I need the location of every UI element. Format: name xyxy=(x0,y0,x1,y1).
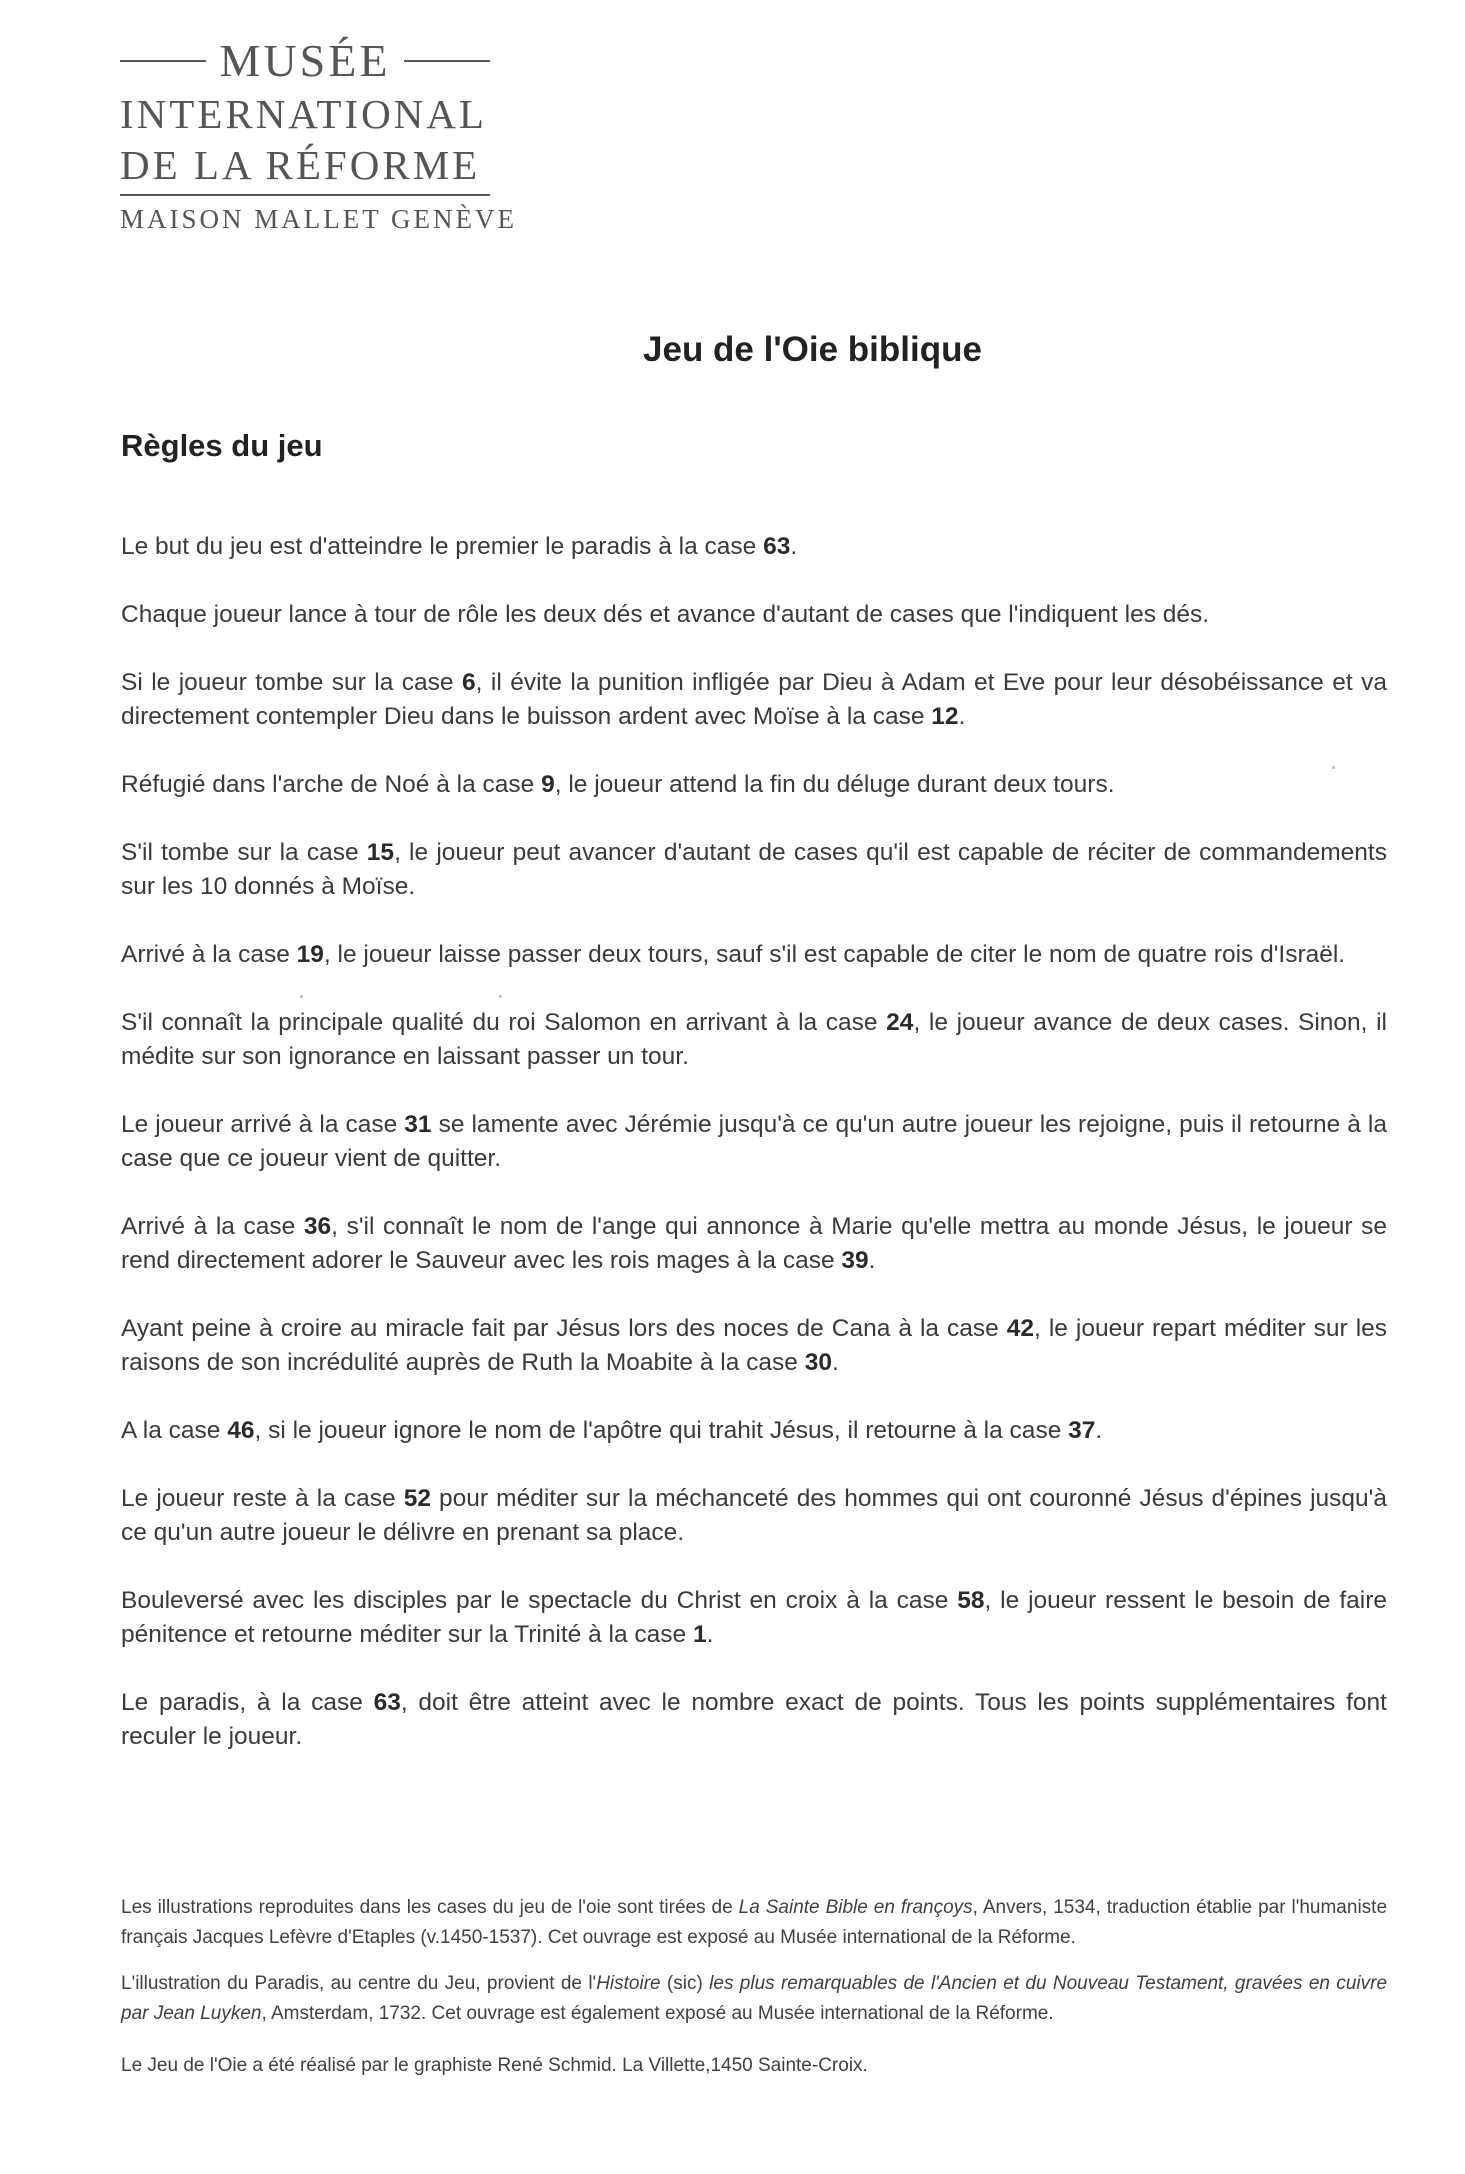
rule-paragraph xyxy=(121,1108,1387,1176)
rule-text: , le joueur laisse passer deux tours, sauf s'il est capable de citer le nom de quatre rois d'Israël. xyxy=(323,941,1346,968)
rule-text: A la case xyxy=(121,1417,228,1444)
paper-speck xyxy=(1332,766,1335,769)
case-number: 12 xyxy=(931,703,959,730)
logo-text-reforme: DE LA RÉFORME xyxy=(120,145,490,196)
rule-paragraph xyxy=(121,1006,1387,1074)
rules-list xyxy=(121,530,1387,1788)
rule-text: , le joueur ressent le besoin de faire pénitence et retourne méditer sur la Trinité à la case xyxy=(121,1587,1387,1648)
case-number: 19 xyxy=(296,941,324,968)
footnote-paradis-text-c: (sic) xyxy=(660,1973,710,1994)
rule-paragraph xyxy=(121,1584,1387,1652)
case-number: 42 xyxy=(1006,1315,1035,1342)
logo-left-rule xyxy=(120,60,206,62)
rule-text: pour méditer sur la méchanceté des hommes qui ont couronné Jésus d'épines jusqu'à ce qu'un autre joueur le délivre en prenant sa place. xyxy=(121,1485,1387,1546)
rule-paragraph xyxy=(121,1686,1387,1754)
case-number: 36 xyxy=(303,1213,332,1240)
rule-text: S'il tombe sur la case xyxy=(121,839,367,866)
case-number: 15 xyxy=(366,839,395,866)
rule-text: . xyxy=(831,1349,839,1376)
footnote-paradis-text-a: L'illustration du Paradis, au centre du Jeu, provient de l' xyxy=(121,1973,597,1994)
paper-speck xyxy=(499,995,502,998)
case-number: 31 xyxy=(404,1111,432,1138)
rule-paragraph xyxy=(121,1414,1387,1448)
paper-speck xyxy=(300,995,303,998)
case-number: 58 xyxy=(957,1587,985,1614)
case-number: 1 xyxy=(692,1621,707,1648)
footnote-illustrations xyxy=(121,1893,1387,1953)
case-number: 46 xyxy=(227,1417,255,1444)
logo-right-rule xyxy=(404,60,490,62)
rule-text: , si le joueur ignore le nom de l'apôtre qui trahit Jésus, il retourne à la case xyxy=(254,1417,1069,1444)
rule-paragraph xyxy=(121,1210,1387,1278)
case-number: 63 xyxy=(373,1689,401,1716)
rule-text: . xyxy=(868,1247,876,1274)
footnote-paradis-book-title-b: les plus remarquables de l'Ancien et du Nouveau Testament, gravées en cuivre par Jean Luyken xyxy=(121,1973,1388,2024)
document-title: Jeu de l'Oie biblique xyxy=(643,330,982,369)
section-title: Règles du jeu xyxy=(121,428,323,463)
rule-text: . xyxy=(706,1621,714,1648)
logo-text-maison: MAISON MALLET GENÈVE xyxy=(120,204,517,234)
rule-text: Bouleversé avec les disciples par le spectacle du Christ en croix à la case xyxy=(121,1587,958,1614)
rule-text: Le joueur reste à la case xyxy=(121,1485,404,1512)
rule-text: Réfugié dans l'arche de Noé à la case xyxy=(121,771,542,798)
rule-text: Chaque joueur lance à tour de rôle les deux dés et avance d'autant de cases que l'indiquent les dés. xyxy=(121,601,1210,628)
footnote-paradis-text-e: , Amsterdam, 1732. Cet ouvrage est également exposé au Musée international de la Réforme. xyxy=(261,2003,1054,2024)
case-number: 63 xyxy=(763,533,791,560)
footnotes xyxy=(121,1893,1387,2097)
rule-paragraph xyxy=(121,768,1387,802)
footnote-illustrations-book-title: La Sainte Bible en françoys xyxy=(738,1897,973,1918)
rule-text: Le joueur arrivé à la case xyxy=(121,1111,405,1138)
rule-paragraph xyxy=(121,666,1387,734)
footnote-illustrations-text-a: Les illustrations reproduites dans les cases du jeu de l'oie sont tirées de xyxy=(121,1897,739,1918)
rule-paragraph xyxy=(121,938,1387,972)
case-number: 24 xyxy=(886,1009,914,1036)
rule-text: Arrivé à la case xyxy=(121,941,297,968)
case-number: 30 xyxy=(804,1349,832,1376)
footnote-illustrations-text-c: , Anvers, 1534, traduction établie par l'humaniste français Jacques Lefèvre d'Etaples (v.1450-1537). Cet ouvrage est exposé au Musée international de la Réforme. xyxy=(121,1897,1388,1948)
case-number: 6 xyxy=(461,669,476,696)
museum-logo xyxy=(120,35,517,234)
rule-paragraph xyxy=(121,530,1387,564)
rule-text: S'il connaît la principale qualité du roi Salomon en arrivant à la case xyxy=(121,1009,887,1036)
logo-top-line xyxy=(120,35,490,86)
rule-text: , doit être atteint avec le nombre exact de points. Tous les points supplémentaires font reculer le joueur. xyxy=(121,1689,1387,1750)
footnote-paradis xyxy=(121,1969,1387,2029)
rule-text: se lamente avec Jérémie jusqu'à ce qu'un autre joueur les rejoigne, puis il retourne à la case que ce joueur vient de quitter. xyxy=(121,1111,1387,1172)
rule-text: Ayant peine à croire au miracle fait par Jésus lors des noces de Cana à la case xyxy=(121,1315,1007,1342)
rule-text: Le but du jeu est d'atteindre le premier le paradis à la case xyxy=(121,533,764,560)
rule-text: , le joueur attend la fin du déluge durant deux tours. xyxy=(554,771,1115,798)
rule-paragraph xyxy=(121,1482,1387,1550)
rule-text: , s'il connaît le nom de l'ange qui annonce à Marie qu'elle mettra au monde Jésus, le joueur se rend directement adorer le Sauveur avec les rois mages à la case xyxy=(121,1213,1387,1274)
logo-text-musee: MUSÉE xyxy=(219,35,391,86)
rule-text: , le joueur avance de deux cases. Sinon, il médite sur son ignorance en laissant passer un tour. xyxy=(121,1009,1388,1070)
rule-paragraph xyxy=(121,598,1387,632)
rule-paragraph xyxy=(121,836,1387,904)
logo-text-international: INTERNATIONAL xyxy=(120,91,487,137)
case-number: 39 xyxy=(841,1247,869,1274)
rule-text: . xyxy=(790,533,798,560)
rule-text: , le joueur repart méditer sur les raisons de son incrédulité auprès de Ruth la Moabite à la case xyxy=(121,1315,1388,1376)
case-number: 37 xyxy=(1068,1417,1096,1444)
rule-text: Arrivé à la case xyxy=(121,1213,304,1240)
rule-text: , le joueur peut avancer d'autant de cases qu'il est capable de réciter de commandements sur les 10 donnés à Moïse. xyxy=(121,839,1387,900)
rule-text: , il évite la punition infligée par Dieu à Adam et Eve pour leur désobéissance et va directement contempler Dieu dans le buisson ardent avec Moïse à la case xyxy=(121,669,1387,730)
rule-text: . xyxy=(1095,1417,1103,1444)
rule-text: . xyxy=(958,703,966,730)
case-number: 9 xyxy=(541,771,555,798)
rule-text: Le paradis, à la case xyxy=(121,1689,374,1716)
footnote-paradis-book-title-a: Histoire xyxy=(596,1973,661,1994)
rule-text: Si le joueur tombe sur la case xyxy=(121,669,462,696)
rule-paragraph xyxy=(121,1312,1387,1380)
footnote-credits: Le Jeu de l'Oie a été réalisé par le graphiste René Schmid. La Villette,1450 Sainte-Croix. xyxy=(121,2055,868,2076)
case-number: 52 xyxy=(403,1485,431,1512)
